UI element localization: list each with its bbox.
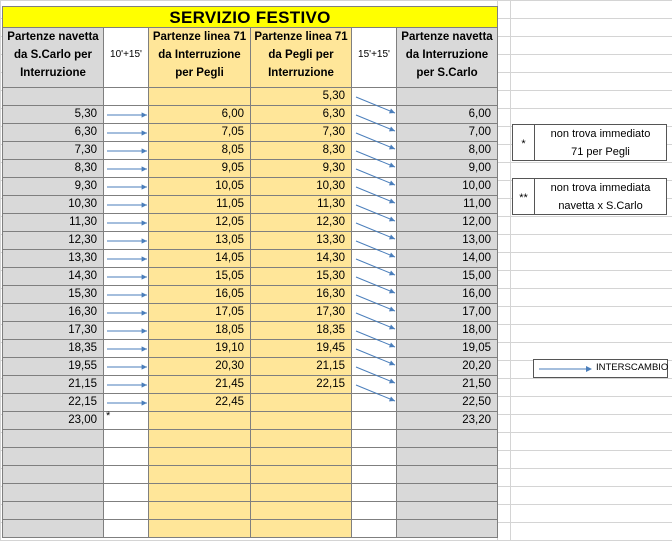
table-cell[interactable]: 5,30 — [251, 88, 352, 106]
table-cell[interactable]: 12,30 — [251, 214, 352, 232]
header-interval-1: 10'+15' — [104, 28, 149, 88]
table-cell[interactable]: 6,00 — [397, 106, 498, 124]
interchange-arrow-head — [142, 364, 147, 369]
table-cell[interactable]: 17,30 — [2, 322, 104, 340]
table-cell[interactable]: 7,30 — [2, 142, 104, 160]
interchange-arrow-head — [142, 328, 147, 333]
table-cell[interactable]: 8,30 — [2, 160, 104, 178]
interchange-arrow-head — [142, 292, 147, 297]
table-cell[interactable]: 11,30 — [251, 196, 352, 214]
note-double-star-text: non trova immediata navetta x S.Carlo — [550, 182, 651, 212]
legend-arrow-icon — [536, 360, 596, 377]
interchange-arrow — [356, 223, 395, 239]
note-double-star — [512, 178, 667, 215]
table-cell[interactable]: 10,00 — [397, 178, 498, 196]
interchange-arrow — [356, 385, 395, 401]
interchange-arrow — [356, 367, 395, 383]
table-cell[interactable]: 20,20 — [397, 358, 498, 376]
interchange-arrow — [356, 151, 395, 167]
table-cell[interactable]: 15,30 — [251, 268, 352, 286]
table-cell[interactable]: 15,30 — [2, 286, 104, 304]
table-cell[interactable]: 20,30 — [149, 358, 251, 376]
interchange-arrow-head — [142, 130, 147, 135]
table-cell[interactable]: 18,35 — [2, 340, 104, 358]
table-cell[interactable]: 19,05 — [397, 340, 498, 358]
interchange-arrow — [356, 97, 395, 113]
note-star-text: non trova immediato 71 per Pegli — [550, 128, 651, 158]
table-cell[interactable]: 11,05 — [149, 196, 251, 214]
table-cell[interactable]: 13,30 — [2, 250, 104, 268]
table-cell[interactable]: 14,30 — [2, 268, 104, 286]
interchange-arrow — [356, 205, 395, 221]
table-cell[interactable]: 8,05 — [149, 142, 251, 160]
header-navetta-interruzione: Partenze navetta da Interruzione per S.Carlo — [397, 28, 498, 88]
table-cell[interactable]: 19,10 — [149, 340, 251, 358]
table-cell[interactable]: 18,05 — [149, 322, 251, 340]
interchange-arrow-head — [142, 382, 147, 387]
table-cell[interactable]: 10,05 — [149, 178, 251, 196]
table-cell[interactable]: 9,00 — [397, 160, 498, 178]
note-double-star-mark: ** — [513, 179, 535, 214]
table-cell[interactable]: 17,00 — [397, 304, 498, 322]
table-cell[interactable]: 22,15 — [2, 394, 104, 412]
table-cell[interactable]: 21,45 — [149, 376, 251, 394]
table-cell[interactable]: 16,05 — [149, 286, 251, 304]
table-cell[interactable]: 15,00 — [397, 268, 498, 286]
interchange-arrow-head — [142, 166, 147, 171]
table-cell[interactable]: 8,30 — [251, 142, 352, 160]
table-cell[interactable]: 19,55 — [2, 358, 104, 376]
table-cell[interactable]: 12,00 — [397, 214, 498, 232]
interchange-arrow-head — [142, 202, 147, 207]
table-cell[interactable]: 9,05 — [149, 160, 251, 178]
star-mark: * — [106, 410, 111, 422]
header-linea71-pegli: Partenze linea 71 da Interruzione per Pegli — [149, 28, 251, 88]
table-cell[interactable]: 9,30 — [251, 160, 352, 178]
table-cell[interactable]: 16,00 — [397, 286, 498, 304]
table-cell[interactable]: 13,00 — [397, 232, 498, 250]
interchange-arrow-head — [142, 274, 147, 279]
table-cell[interactable]: 23,00 — [2, 412, 104, 430]
table-cell[interactable]: 16,30 — [251, 286, 352, 304]
header-linea71-interruzione: Partenze linea 71 da Pegli per Interruzione — [251, 28, 352, 88]
interchange-arrow — [356, 259, 395, 275]
header-interval-2: 15'+15' — [352, 28, 397, 88]
interchange-arrow — [356, 331, 395, 347]
table-cell[interactable]: 16,30 — [2, 304, 104, 322]
table-cell[interactable]: 12,30 — [2, 232, 104, 250]
header-navetta-scarlo: Partenze navetta da S.Carlo per Interruzione — [2, 28, 104, 88]
interchange-arrow — [356, 349, 395, 365]
table-cell[interactable]: 7,00 — [397, 124, 498, 142]
legend-label: INTERSCAMBIO — [596, 362, 669, 373]
interchange-arrow-head — [142, 310, 147, 315]
table-cell[interactable]: 13,05 — [149, 232, 251, 250]
table-cell[interactable]: 18,00 — [397, 322, 498, 340]
sheet-title: SERVIZIO FESTIVO — [2, 6, 498, 28]
interchange-arrow-head — [142, 112, 147, 117]
interchange-arrow — [356, 277, 395, 293]
table-cell[interactable]: 6,00 — [149, 106, 251, 124]
table-cell[interactable]: 6,30 — [2, 124, 104, 142]
interchange-arrow — [356, 133, 395, 149]
table-cell[interactable]: 22,50 — [397, 394, 498, 412]
table-cell[interactable]: 8,00 — [397, 142, 498, 160]
interchange-arrow-head — [142, 256, 147, 261]
table-cell[interactable]: 13,30 — [251, 232, 352, 250]
table-cell[interactable]: 21,15 — [251, 358, 352, 376]
table-cell[interactable]: 10,30 — [2, 196, 104, 214]
interchange-arrow — [356, 295, 395, 311]
table-cell[interactable]: 22,45 — [149, 394, 251, 412]
table-cell[interactable]: 6,30 — [251, 106, 352, 124]
table-cell[interactable]: 12,05 — [149, 214, 251, 232]
table-cell[interactable]: 5,30 — [2, 106, 104, 124]
table-cell[interactable]: 11,30 — [2, 214, 104, 232]
table-cell[interactable]: 17,05 — [149, 304, 251, 322]
table-cell[interactable]: 14,30 — [251, 250, 352, 268]
interchange-arrow-head — [142, 400, 147, 405]
interchange-arrow-head — [142, 346, 147, 351]
table-cell[interactable]: 7,05 — [149, 124, 251, 142]
table-cell[interactable]: 9,30 — [2, 178, 104, 196]
table-cell[interactable]: 14,05 — [149, 250, 251, 268]
table-cell[interactable]: 23,20 — [397, 412, 498, 430]
table-cell[interactable]: 18,35 — [251, 322, 352, 340]
table-cell[interactable]: 17,30 — [251, 304, 352, 322]
interchange-arrow — [356, 169, 395, 185]
note-star-mark: * — [513, 125, 535, 160]
table-cell[interactable]: 21,50 — [397, 376, 498, 394]
interchange-arrow-head — [142, 220, 147, 225]
interchange-arrow-head — [142, 148, 147, 153]
interchange-arrow — [356, 187, 395, 203]
interchange-arrow — [356, 115, 395, 131]
table-cell[interactable]: 14,00 — [397, 250, 498, 268]
interchange-arrow-head — [142, 238, 147, 243]
table-cell[interactable]: 7,30 — [251, 124, 352, 142]
interchange-arrow — [356, 241, 395, 257]
legend-interscambio — [533, 359, 668, 378]
interchange-arrow — [356, 313, 395, 329]
table-cell[interactable]: 11,00 — [397, 196, 498, 214]
table-cell[interactable]: 19,45 — [251, 340, 352, 358]
table-cell[interactable]: 10,30 — [251, 178, 352, 196]
note-star — [512, 124, 667, 161]
table-cell[interactable]: 22,15 — [251, 376, 352, 394]
table-cell[interactable]: 15,05 — [149, 268, 251, 286]
table-cell[interactable]: 21,15 — [2, 376, 104, 394]
interchange-arrow-head — [142, 184, 147, 189]
